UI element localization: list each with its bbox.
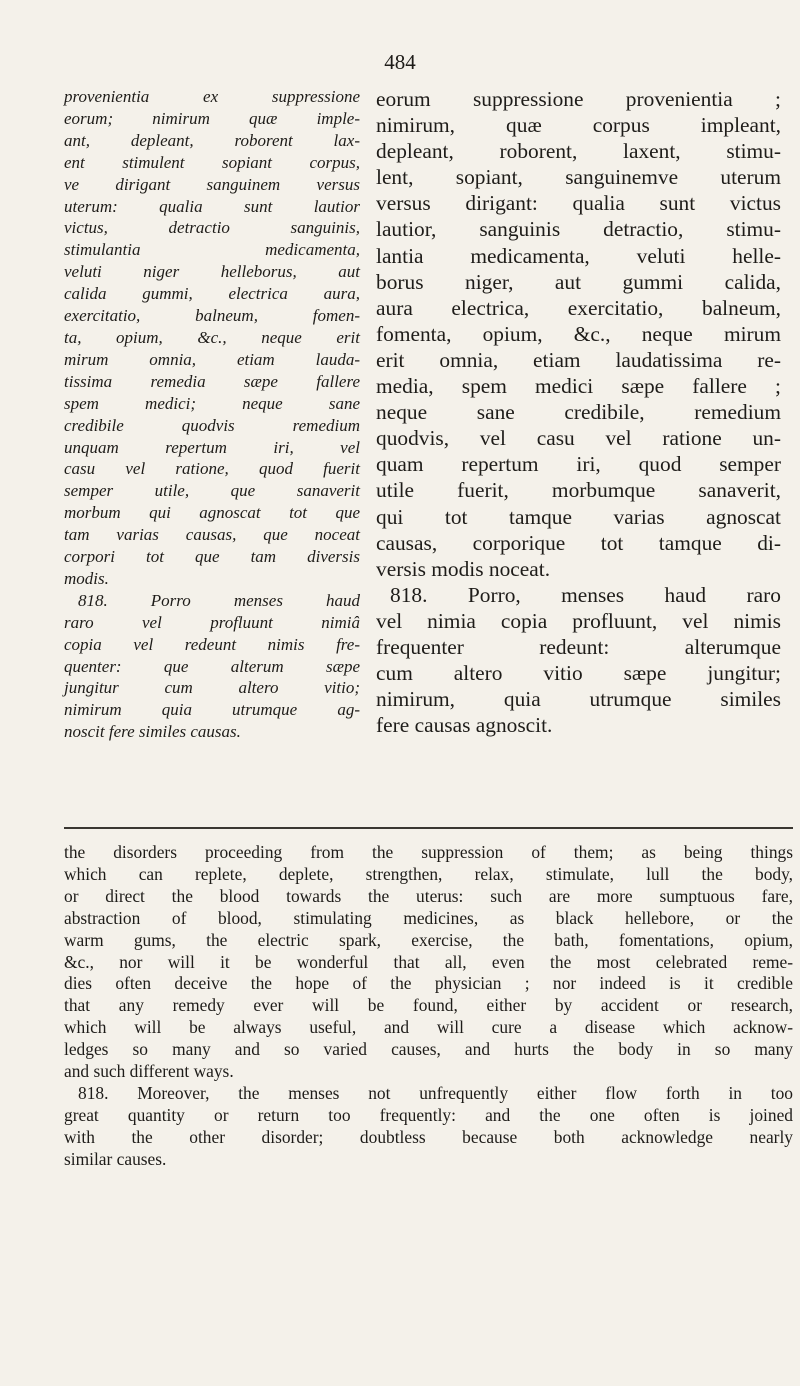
main-text-line: lantia medicamenta, veluti helle- <box>376 243 781 268</box>
commentary-line: modis. <box>64 568 109 588</box>
commentary-line: exercitatio, balneum, fomen- <box>64 306 360 326</box>
translation-line: ledges so many and so varied causes, and hurts the body in so many <box>64 1039 793 1060</box>
section-divider <box>64 827 793 829</box>
commentary-line: unquam repertum iri, vel <box>64 437 360 457</box>
translation-line: 818. Moreover, the menses not unfrequently either flow forth in too <box>78 1082 793 1103</box>
main-text-line: lautior, sanguinis detractio, stimu- <box>376 217 781 242</box>
translation-line: warm gums, the electric spark, exercise, the bath, fomentations, opium, <box>64 929 793 950</box>
commentary-line: ta, opium, &c., neque erit <box>64 327 360 347</box>
commentary-line: tissima remedia sæpe fallere <box>64 371 360 391</box>
commentary-line: nimirum quia utrumque ag- <box>64 700 360 720</box>
commentary-line: jungitur cum altero vitio; <box>64 678 360 698</box>
commentary-line: uterum: qualia sunt lautior <box>64 196 360 216</box>
translation-line: which can replete, deplete, strengthen, relax, stimulate, lull the body, <box>64 863 793 884</box>
translation-line: similar causes. <box>64 1148 167 1169</box>
commentary-line: ent stimulent sopiant corpus, <box>64 152 360 172</box>
commentary-line: ve dirigant sanguinem versus <box>64 174 360 194</box>
commentary-line: copia vel redeunt nimis fre- <box>64 634 360 654</box>
main-text-line: borus niger, aut gummi calida, <box>376 269 781 294</box>
main-text-line: fomenta, opium, &c., neque mirum <box>376 321 781 346</box>
translation-line: abstraction of blood, stimulating medicines, as black hellebore, or the <box>64 907 793 928</box>
commentary-line: corpori tot que tam diversis <box>64 547 360 567</box>
translation-line: &c., nor will it be wonderful that all, even the most celebrated reme- <box>64 951 793 972</box>
commentary-line: victus, detractio sanguinis, <box>64 218 360 238</box>
main-text-line: qui tot tamque varias agnoscat <box>376 504 781 529</box>
main-text-line: nimirum, quæ corpus impleant, <box>376 113 781 138</box>
translation-line: the disorders proceeding from the suppression of them; as being things <box>64 842 793 862</box>
commentary-line: stimulantia medicamenta, <box>64 240 360 260</box>
commentary-line: provenientia ex suppressione <box>64 87 360 106</box>
commentary-line: mirum omnia, etiam lauda- <box>64 349 360 369</box>
main-text-line: quam repertum iri, quod semper <box>376 452 781 477</box>
commentary-line: calida gummi, electrica aura, <box>64 284 360 304</box>
commentary-line: morbum qui agnoscat tot que <box>64 503 360 523</box>
commentary-line: quenter: que alterum sæpe <box>64 656 360 676</box>
commentary-line: noscit fere similes causas. <box>64 722 241 742</box>
translation-line: dies often deceive the hope of the physician ; nor indeed is it credible <box>64 973 793 994</box>
page-number: 484 <box>384 50 416 74</box>
main-text-line: utile fuerit, morbumque sanaverit, <box>376 478 781 503</box>
main-text-line: quodvis, vel casu vel ratione un- <box>376 426 781 451</box>
translation-line: and such different ways. <box>64 1061 234 1082</box>
main-text-line: media, spem medici sæpe fallere ; <box>376 374 781 399</box>
english-translation <box>64 842 793 1171</box>
main-text-line: cum altero vitio sæpe jungitur; <box>376 661 781 686</box>
commentary-line: raro vel profluunt nimiâ <box>64 612 360 632</box>
latin-commentary-column <box>64 86 360 743</box>
main-text-line: neque sane credibile, remedium <box>376 400 781 425</box>
main-text-line: fere causas agnoscit. <box>376 713 553 738</box>
main-text-line: lent, sopiant, sanguinemve uterum <box>376 165 781 190</box>
translation-line: which will be always useful, and will cure a disease which acknow- <box>64 1017 793 1038</box>
main-text-line: vel nimia copia profluunt, vel nimis <box>376 608 781 633</box>
commentary-line: tam varias causas, que noceat <box>64 525 360 545</box>
translation-line: that any remedy ever will be found, either by accident or research, <box>64 995 793 1016</box>
latin-main-column <box>376 86 781 738</box>
commentary-line: 818. Porro menses haud <box>78 590 360 610</box>
translation-line: great quantity or return too frequently: and the one often is joined <box>64 1104 793 1125</box>
main-text-line: depleant, roborent, laxent, stimu- <box>376 139 781 164</box>
commentary-line: credibile quodvis remedium <box>64 415 360 435</box>
main-text-line: frequenter redeunt: alterumque <box>376 634 781 659</box>
main-text-line: nimirum, quia utrumque similes <box>376 687 781 712</box>
main-text-line: 818. Porro, menses haud raro <box>390 582 781 607</box>
main-text-line: causas, corporique tot tamque di- <box>376 530 781 555</box>
main-text-line: eorum suppressione provenientia ; <box>376 87 781 111</box>
translation-line: with the other disorder; doubtless because both acknowledge nearly <box>64 1126 793 1147</box>
commentary-line: veluti niger helleborus, aut <box>64 262 360 282</box>
translation-line: or direct the blood towards the uterus: such are more sumptuous fare, <box>64 885 793 906</box>
commentary-line: ant, depleant, roborent lax- <box>64 130 360 150</box>
commentary-line: eorum; nimirum quæ imple- <box>64 108 360 128</box>
main-text-line: aura electrica, exercitatio, balneum, <box>376 295 781 320</box>
main-text-line: versis modis noceat. <box>376 556 551 581</box>
main-text-line: versus dirigant: qualia sunt victus <box>376 191 781 216</box>
main-text-line: erit omnia, etiam laudatissima re- <box>376 347 781 372</box>
commentary-line: spem medici; neque sane <box>64 393 360 413</box>
commentary-line: semper utile, que sanaverit <box>64 481 360 501</box>
commentary-line: casu vel ratione, quod fuerit <box>64 459 360 479</box>
